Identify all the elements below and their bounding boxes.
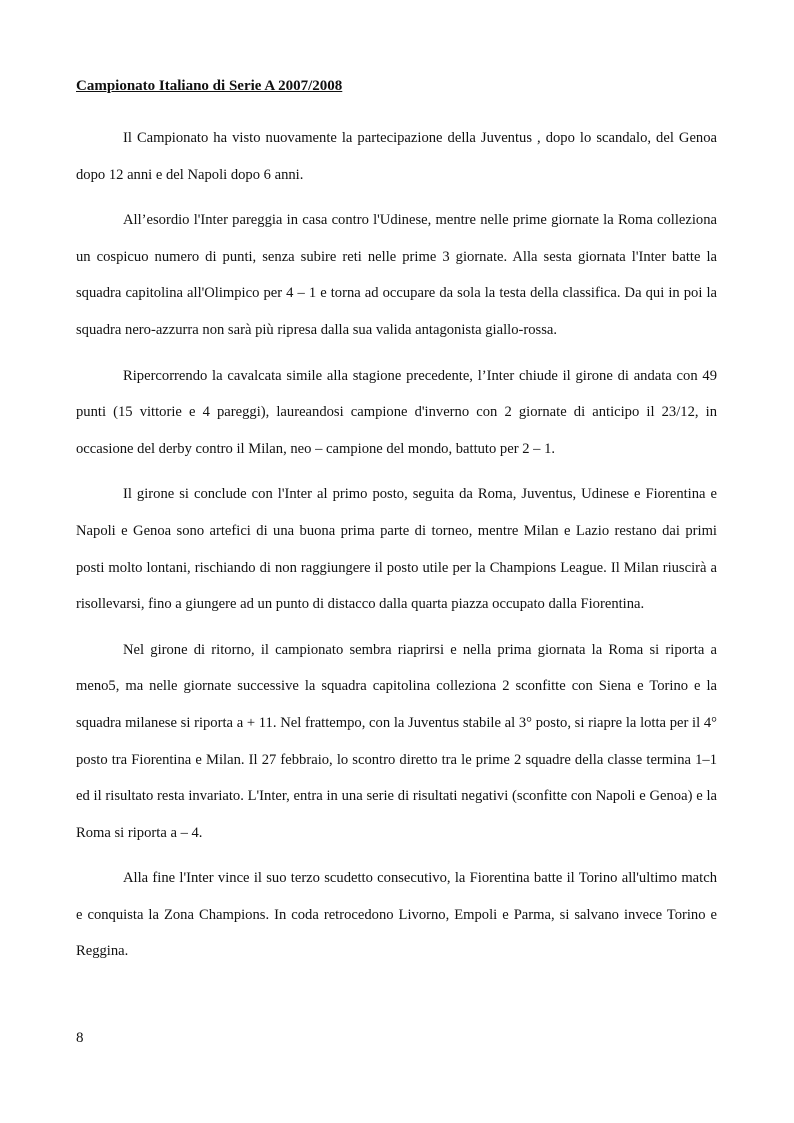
paragraph-standings: Il girone si conclude con l'Inter al primo posto, seguita da Roma, Juventus, Udinese e Fiorentina e Napoli e Genoa sono artefici di una buona prima parte di torneo, mentre Milan e Lazio restano dai primi posti molto lontani, rischiando di non raggiungere il posto utile per la Champions League. Il Milan riuscirà a risollevarsi, fino a giungere ad un punto di distacco dalla quarta piazza occupato dalla Fiorentina. [76,486,717,613]
paragraph-conclusion: Alla fine l'Inter vince il suo terzo scudetto consecutivo, la Fiorentina batte il Torino all'ultimo match e conquista la Zona Champions. In coda retrocedono Livorno, Empoli e Parma, si salvano invece Torino e Reggina. [76,870,717,960]
paragraph-intro: Il Campionato ha visto nuovamente la partecipazione della Juventus , dopo lo scandalo, del Genoa dopo 12 anni e del Napoli dopo 6 anni. [76,130,717,183]
paragraph-first-half: Ripercorrendo la cavalcata simile alla stagione precedente, l’Inter chiude il girone di andata con 49 punti (15 vittorie e 4 pareggi), laureandosi campione d'inverno con 2 giornate di anticipo il 23/12, in occasione del derby contro il Milan, neo – campione del mondo, battuto per 2 – 1. [76,367,717,457]
page-number: 8 [76,1030,84,1046]
body-text [76,120,717,979]
paragraph-second-half: Nel girone di ritorno, il campionato sembra riaprirsi e nella prima giornata la Roma si riporta a meno5, ma nelle giornate successive la squadra capitolina colleziona 2 sconfitte con Siena e Torino e la squadra milanese si riporta a + 11. Nel frattempo, con la Juventus stabile al 3° posto, si riapre la lotta per il 4° posto tra Fiorentina e Milan. Il 27 febbraio, lo scontro diretto tra le prime 2 squadre della classe termina 1–1 ed il risultato resta invariato. L'Inter, entra in una serie di risultati negativi (sconfitte con Napoli e Genoa) e la Roma si riporta a – 4. [76,641,717,841]
page-title: Campionato Italiano di Serie A 2007/2008 [76,78,343,94]
paragraph-opening-games: All’esordio l'Inter pareggia in casa contro l'Udinese, mentre nelle prime giornate la Roma colleziona un cospicuo numero di punti, senza subire reti nelle prime 3 giornate. Alla sesta giornata l'Inter batte la squadra capitolina all'Olimpico per 4 – 1 e torna ad occupare da sola la testa della classifica. Da qui in poi la squadra nero-azzurra non sarà più ripresa dalla sua valida antagonista giallo-rossa. [76,212,717,338]
